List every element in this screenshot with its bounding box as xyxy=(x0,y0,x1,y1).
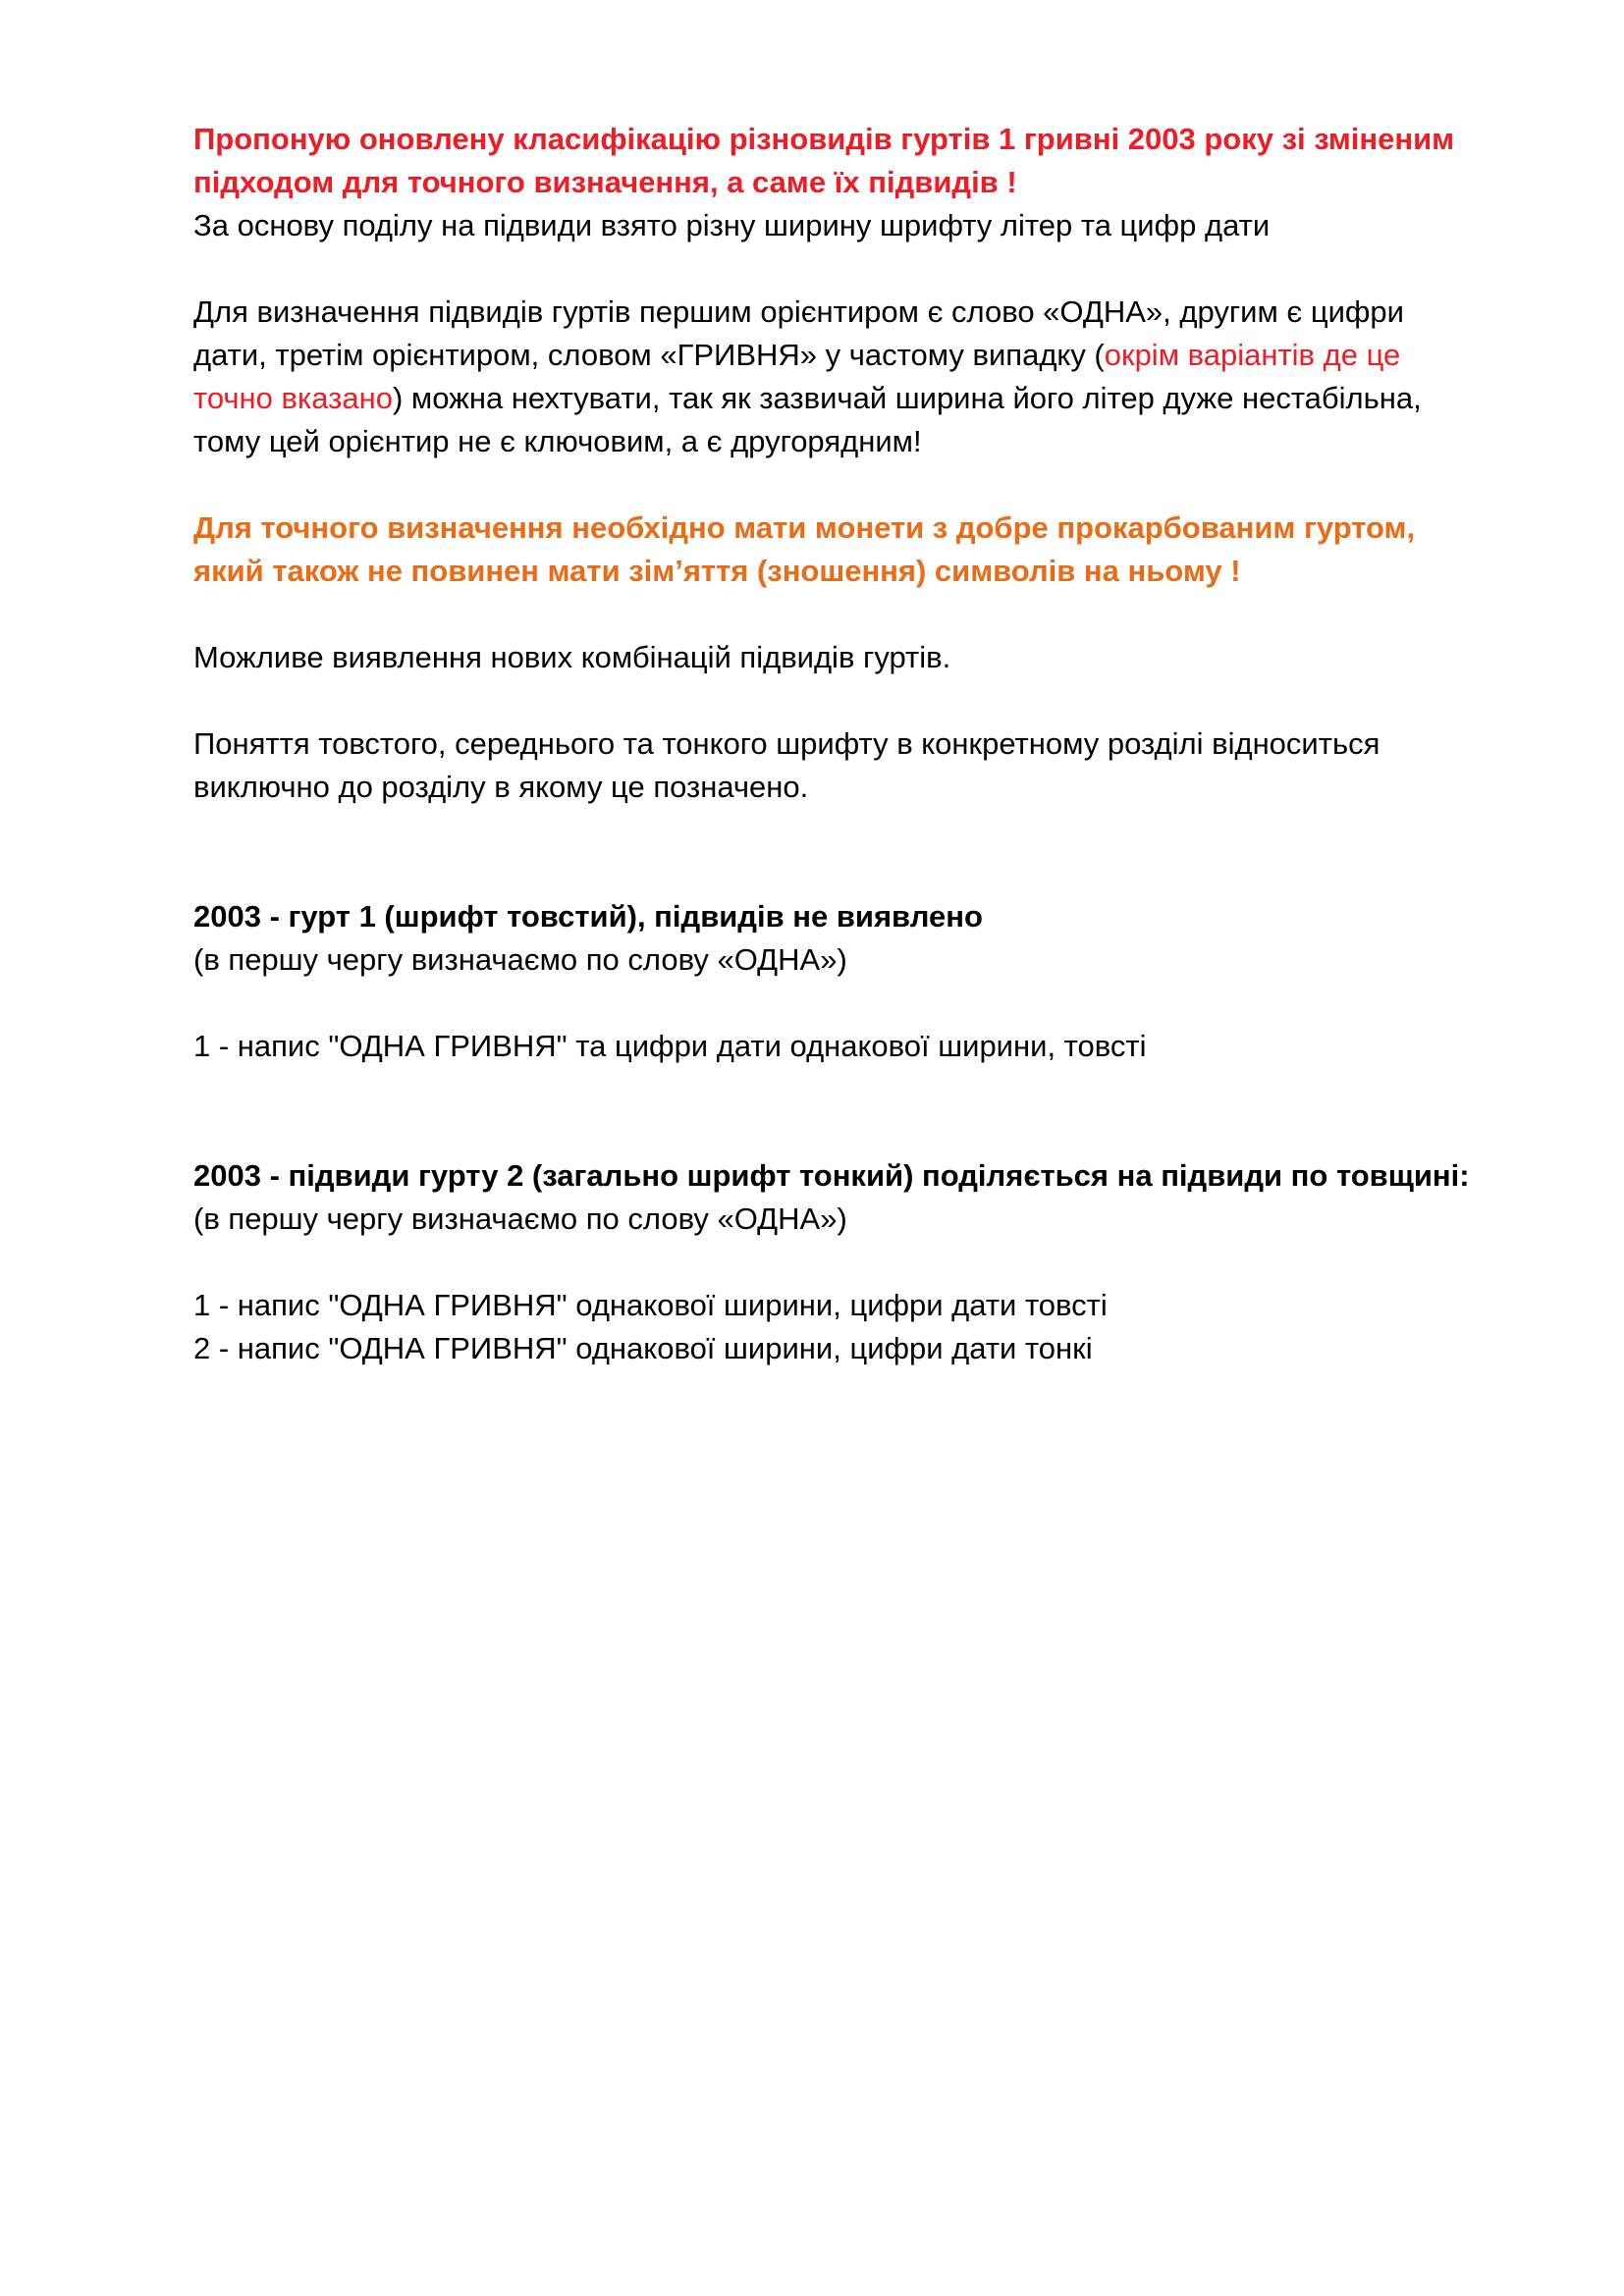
orientation-line-3-text: ) можна нехтувати, так як зазвичай ширина його літер дуже нестабільна, xyxy=(392,381,1422,415)
orientation-line-1: Для визначення підвидів гуртів першим орієнтиром є слово «ОДНА», другим є цифри xyxy=(193,294,1404,329)
orientation-highlight-1: окрім варіантів де це xyxy=(1104,338,1401,372)
possible-paragraph xyxy=(193,636,1548,679)
concept-line-1: Поняття товстого, середнього та тонкого шрифту в конкретному розділі відноситься xyxy=(193,726,1380,761)
concept-line-2: виключно до розділу в якому це позначено. xyxy=(193,770,809,804)
note-line-1: Для точного визначення необхідно мати монети з добре прокарбованим гуртом, xyxy=(193,510,1416,545)
headline-line-1: Пропоную оновлену класифікацію різновидів гуртів 1 гривні 2003 року зі зміненим xyxy=(193,122,1455,156)
orientation-paragraph xyxy=(193,291,1548,463)
intro-block xyxy=(193,118,1548,247)
section-gurt-2 xyxy=(193,1154,1548,1370)
headline-line-2: підходом для точного визначення, а саме їх підвидів ! xyxy=(193,165,1017,199)
section-2-item: 1 - напис "ОДНА ГРИВНЯ" однакової ширини, цифри дати товсті xyxy=(193,1288,1108,1322)
section-gurt-1 xyxy=(193,895,1548,1068)
section-1-subtitle: (в першу чергу визначаємо по слову «ОДНА») xyxy=(193,942,847,977)
section-1-title: 2003 - гурт 1 (шрифт товстий), підвидів не виявлено xyxy=(193,899,983,934)
section-2-title: 2003 - підвиди гурту 2 (загально шрифт тонкий) поділяється на підвиди по товщині: xyxy=(193,1158,1470,1193)
orientation-line-2 xyxy=(193,334,1548,377)
orientation-highlight-2: точно вказано xyxy=(193,381,393,415)
document-page xyxy=(193,118,1548,1370)
orientation-line-3 xyxy=(193,377,1548,420)
section-1-item: 1 - напис "ОДНА ГРИВНЯ" та цифри дати однакової ширини, товсті xyxy=(193,1029,1147,1063)
concept-paragraph xyxy=(193,722,1548,809)
section-2-subtitle: (в першу чергу визначаємо по слову «ОДНА») xyxy=(193,1201,847,1236)
note-line-2: який також не повинен мати зім’яття (зношення) символів на ньому ! xyxy=(193,554,1241,588)
section-2-item: 2 - напис "ОДНА ГРИВНЯ" однакової ширини, цифри дати тонкі xyxy=(193,1331,1093,1365)
possible-text: Можливе виявлення нових комбінацій підвидів гуртів. xyxy=(193,640,951,674)
orientation-line-4: тому цей орієнтир не є ключовим, а є другорядним! xyxy=(193,424,922,458)
note-paragraph xyxy=(193,507,1548,593)
orientation-line-2-text: дати, третім орієнтиром, словом «ГРИВНЯ» у частому випадку ( xyxy=(193,338,1105,372)
basis-text: За основу поділу на підвиди взято різну ширину шрифту літер та цифр дати xyxy=(193,208,1271,242)
